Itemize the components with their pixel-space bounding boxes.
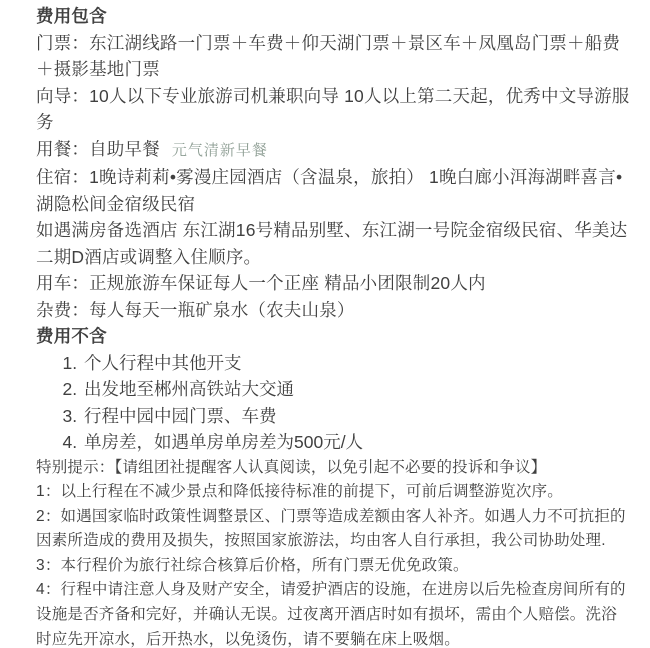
excluded-item: 3. 行程中园中园门票、车费 bbox=[82, 403, 630, 430]
excluded-list bbox=[36, 350, 630, 456]
included-misc-row: 杂费：每人每天一瓶矿泉水（农夫山泉） bbox=[36, 299, 355, 320]
special-tip: 3：本行程价为旅行社综合核算后价格，所有门票无优免政策。 bbox=[36, 556, 469, 574]
excluded-heading: 费用不含 bbox=[36, 326, 107, 346]
included-hotel-row: 住宿：1晚诗莉莉•雾漫庄园酒店（含温泉，旅拍） 1晚白廊小洱海湖畔喜言•湖隐松间金宿级民宿 bbox=[36, 167, 623, 214]
special-tips-notice: 特别提示：【请组团社提醒客人认真阅读，以免引起不必要的投诉和争议】 bbox=[36, 458, 547, 476]
excluded-item: 4. 单房差，如遇单房单房差为500元/人 bbox=[82, 429, 630, 456]
excluded-item: 2. 出发地至郴州高铁站大交通 bbox=[82, 376, 630, 403]
meal-text: 用餐：自助早餐 bbox=[36, 138, 160, 159]
included-guide-row: 向导：10人以下专业旅游司机兼职向导 10人以上第二天起，优秀中文导游服务 bbox=[36, 85, 630, 132]
meal-highlight-label: 元气清新早餐 bbox=[171, 141, 268, 159]
special-tip: 1：以上行程在不减少景点和降低接待标准的前提下，可前后调整游览次序。 bbox=[36, 483, 563, 501]
special-tip: 2：如遇国家临时政策性调整景区、门票等造成差额由客人补齐。如遇人力不可抗拒的因素所造成的费用及损失，按照国家旅游法，均由客人自行承担，我公司协助处理. bbox=[36, 507, 626, 550]
included-heading: 费用包含 bbox=[36, 6, 107, 26]
special-tips-section bbox=[36, 456, 630, 648]
excluded-item: 1. 个人行程中其他开支 bbox=[82, 350, 630, 377]
included-tickets-row: 门票：东江湖线路一门票＋车费＋仰天湖门票＋景区车＋凤凰岛门票＋船费＋摄影基地门票 bbox=[36, 32, 621, 79]
included-meal-row bbox=[36, 136, 630, 165]
special-tip: 4：行程中请注意人身及财产安全，请爱护酒店的设施，在进房以后先检查房间所有的设施是否齐备和完好，并确认无误。过夜离开酒店时如有损坏，需由个人赔偿。洗浴时应先开凉水，后开热水，以免烫伤，请不要躺在床上吸烟。 bbox=[36, 581, 626, 648]
included-hotel-backup-row: 如遇满房备选酒店 东江湖16号精品别墅、东江湖一号院金宿级民宿、华美达二期D酒店或调整入住顺序。 bbox=[36, 220, 628, 267]
included-vehicle-row: 用车：正规旅游车保证每人一个正座 精品小团限制20人内 bbox=[36, 273, 486, 293]
